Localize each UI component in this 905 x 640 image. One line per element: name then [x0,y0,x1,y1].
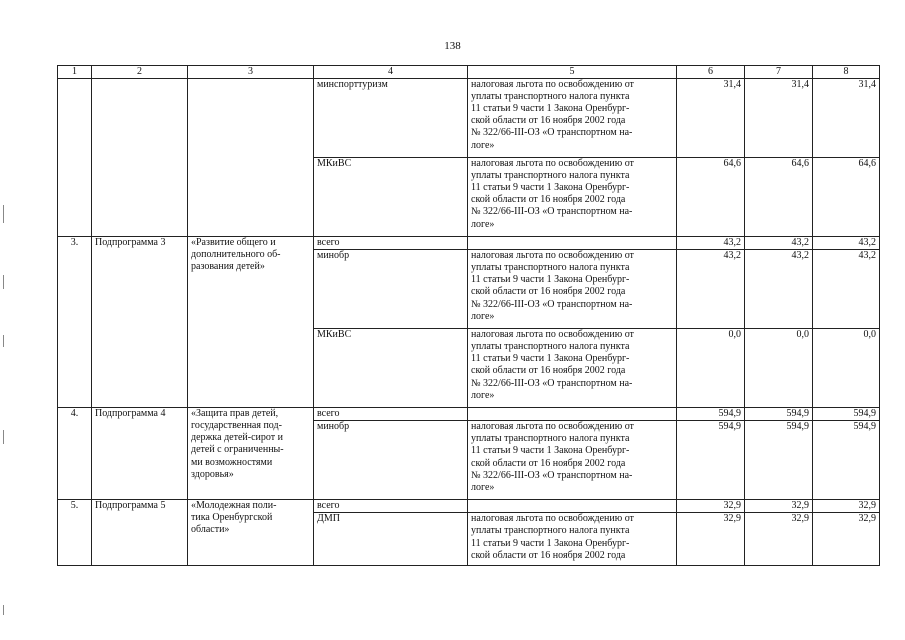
value-col7: 32,9 [745,513,813,566]
header-cell-5: 5 [468,66,677,79]
value-col8: 594,9 [813,421,880,500]
value-col6: 43,2 [677,250,745,329]
executor: всего [314,500,468,513]
budget-table [57,65,880,566]
value-col7: 594,9 [745,408,813,421]
subprogram-name: Подпрограмма 5 [92,500,188,566]
scan-mark [3,430,4,444]
subprogram-name: Подпрограмма 4 [92,408,188,500]
value-col8: 594,9 [813,408,880,421]
value-col7: 31,4 [745,79,813,158]
scan-mark [3,275,4,289]
subprogram-title [188,79,314,237]
scan-mark [3,335,4,347]
value-col7: 43,2 [745,237,813,250]
executor: МКиВС [314,158,468,237]
scan-mark [3,605,4,615]
value-col8: 32,9 [813,513,880,566]
table-row [58,237,880,250]
header-cell-3: 3 [188,66,314,79]
tax-benefit-description: налоговая льгота по освобождению от уплаты транспортного налога пункта 11 статьи 9 части 1 Закона Оренбург- ской области от 16 ноября 2002 года № 322/66-III-ОЗ «О транспортном на- логе» [468,79,677,158]
tax-benefit-description: налоговая льгота по освобождению от уплаты транспортного налога пункта 11 статьи 9 части 1 Закона Оренбург- ской области от 16 ноября 2002 года № 322/66-III-ОЗ «О транспортном на- логе» [468,329,677,408]
header-row [58,66,880,79]
tax-benefit-description: налоговая льгота по освобождению от уплаты транспортного налога пункта 11 статьи 9 части 1 Закона Оренбург- ской области от 16 ноября 2002 года № 322/66-III-ОЗ «О транспортном на- логе» [468,158,677,237]
table-row [58,408,880,421]
executor: МКиВС [314,329,468,408]
value-col6: 32,9 [677,500,745,513]
value-col6: 43,2 [677,237,745,250]
executor: ДМП [314,513,468,566]
value-col6: 31,4 [677,79,745,158]
value-col8: 32,9 [813,500,880,513]
executor: минобр [314,250,468,329]
value-col7: 43,2 [745,250,813,329]
executor: минобр [314,421,468,500]
tax-benefit-description [468,408,677,421]
executor: минспорттуризм [314,79,468,158]
row-number: 4. [58,408,92,500]
value-col6: 594,9 [677,421,745,500]
value-col8: 43,2 [813,250,880,329]
tax-benefit-description: налоговая льгота по освобождению от уплаты транспортного налога пункта 11 статьи 9 части 1 Закона Оренбург- ской области от 16 ноября 2002 года № 322/66-III-ОЗ «О транспортном на- логе» [468,421,677,500]
header-cell-8: 8 [813,66,880,79]
header-cell-4: 4 [314,66,468,79]
tax-benefit-description [468,500,677,513]
value-col6: 32,9 [677,513,745,566]
value-col6: 0,0 [677,329,745,408]
table-row [58,79,880,158]
row-number: 3. [58,237,92,408]
executor: всего [314,408,468,421]
value-col8: 64,6 [813,158,880,237]
header-cell-2: 2 [92,66,188,79]
value-col8: 43,2 [813,237,880,250]
scan-mark [3,205,4,223]
header-cell-7: 7 [745,66,813,79]
subprogram-title: «Защита прав детей, государственная под- держка детей-сирот и детей с ограниченны- ми возможностями здоровья» [188,408,314,500]
tax-benefit-description: налоговая льгота по освобождению от уплаты транспортного налога пункта 11 статьи 9 части 1 Закона Оренбург- ской области от 16 ноября 2002 года № 322/66-III-ОЗ «О транспортном на- логе» [468,250,677,329]
value-col7: 64,6 [745,158,813,237]
value-col8: 31,4 [813,79,880,158]
header-cell-6: 6 [677,66,745,79]
subprogram-name [92,79,188,237]
value-col7: 0,0 [745,329,813,408]
value-col6: 594,9 [677,408,745,421]
subprogram-title: «Развитие общего и дополнительного об- разования детей» [188,237,314,408]
value-col8: 0,0 [813,329,880,408]
page-number: 138 [444,40,461,52]
row-number: 5. [58,500,92,566]
subprogram-title: «Молодежная поли- тика Оренбургской области» [188,500,314,566]
executor: всего [314,237,468,250]
table-row [58,500,880,513]
header-cell-1: 1 [58,66,92,79]
row-number [58,79,92,237]
value-col7: 32,9 [745,500,813,513]
tax-benefit-description [468,237,677,250]
tax-benefit-description: налоговая льгота по освобождению от уплаты транспортного налога пункта 11 статьи 9 части 1 Закона Оренбург- ской области от 16 ноября 2002 года [468,513,677,566]
subprogram-name: Подпрограмма 3 [92,237,188,408]
value-col7: 594,9 [745,421,813,500]
value-col6: 64,6 [677,158,745,237]
